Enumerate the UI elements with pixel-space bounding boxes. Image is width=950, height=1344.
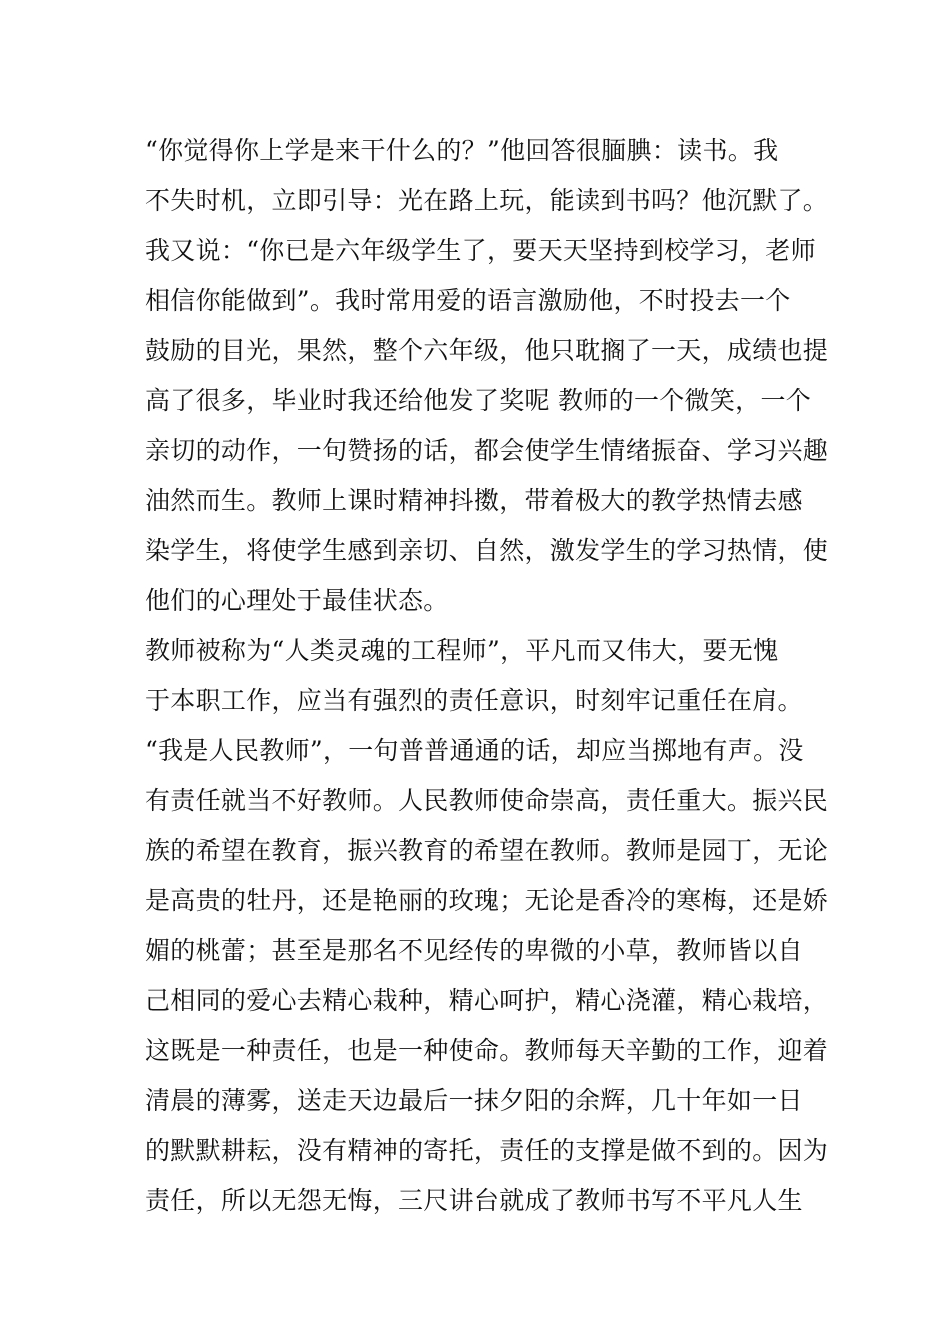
- text-line: 我又说：“你已是六年级学生了，要天天坚持到校学习，老师: [145, 236, 816, 265]
- text-line: 教师被称为“人类灵魂的工程师”，平凡而又伟大，要无愧: [145, 636, 779, 665]
- text-line: 己相同的爱心去精心栽种，精心呵护，精心浇灌，精心栽培，: [145, 986, 829, 1015]
- text-line: “我是人民教师”，一句普普通通的话，却应当掷地有声。没: [145, 736, 804, 765]
- text-line: 油然而生。教师上课时精神抖擞，带着极大的教学热情去感: [145, 486, 803, 515]
- text-line: 的默默耕耘，没有精神的寄托，责任的支撑是做不到的。因为: [145, 1136, 829, 1165]
- text-line: “你觉得你上学是来干什么的？”他回答很腼腆：读书。我: [145, 136, 779, 165]
- text-line: 于本职工作，应当有强烈的责任意识，时刻牢记重任在肩。: [145, 686, 803, 715]
- text-line: 鼓励的目光，果然，整个六年级，他只耽搁了一天，成绩也提: [145, 336, 829, 365]
- text-line: 有责任就当不好教师。人民教师使命崇高，责任重大。振兴民: [145, 786, 829, 815]
- text-line: 亲切的动作，一句赞扬的话，都会使学生情绪振奋、学习兴趣: [145, 436, 829, 465]
- text-line: 他们的心理处于最佳状态。: [145, 586, 449, 615]
- text-line: 高了很多，毕业时我还给他发了奖呢 教师的一个微笑，一个: [145, 386, 812, 415]
- text-line: 相信你能做到”。我时常用爱的语言激励他，不时投去一个: [145, 286, 791, 315]
- document-body: [145, 126, 829, 1226]
- text-line: 族的希望在教育，振兴教育的希望在教师。教师是园丁，无论: [145, 836, 829, 865]
- text-line: 染学生，将使学生感到亲切、自然，激发学生的学习热情，使: [145, 536, 829, 565]
- text-line: 这既是一种责任，也是一种使命。教师每天辛勤的工作，迎着: [145, 1036, 829, 1065]
- text-line: 不失时机，立即引导：光在路上玩，能读到书吗？他沉默了。: [145, 186, 829, 215]
- text-line: 是高贵的牡丹，还是艳丽的玫瑰；无论是香冷的寒梅，还是娇: [145, 886, 829, 915]
- text-line: 责任，所以无怨无悔，三尺讲台就成了教师书写不平凡人生: [145, 1186, 803, 1215]
- text-line: 媚的桃蕾；甚至是那名不见经传的卑微的小草，教师皆以自: [145, 936, 803, 965]
- text-line: 清晨的薄雾，送走天边最后一抹夕阳的余辉，几十年如一日: [145, 1086, 803, 1115]
